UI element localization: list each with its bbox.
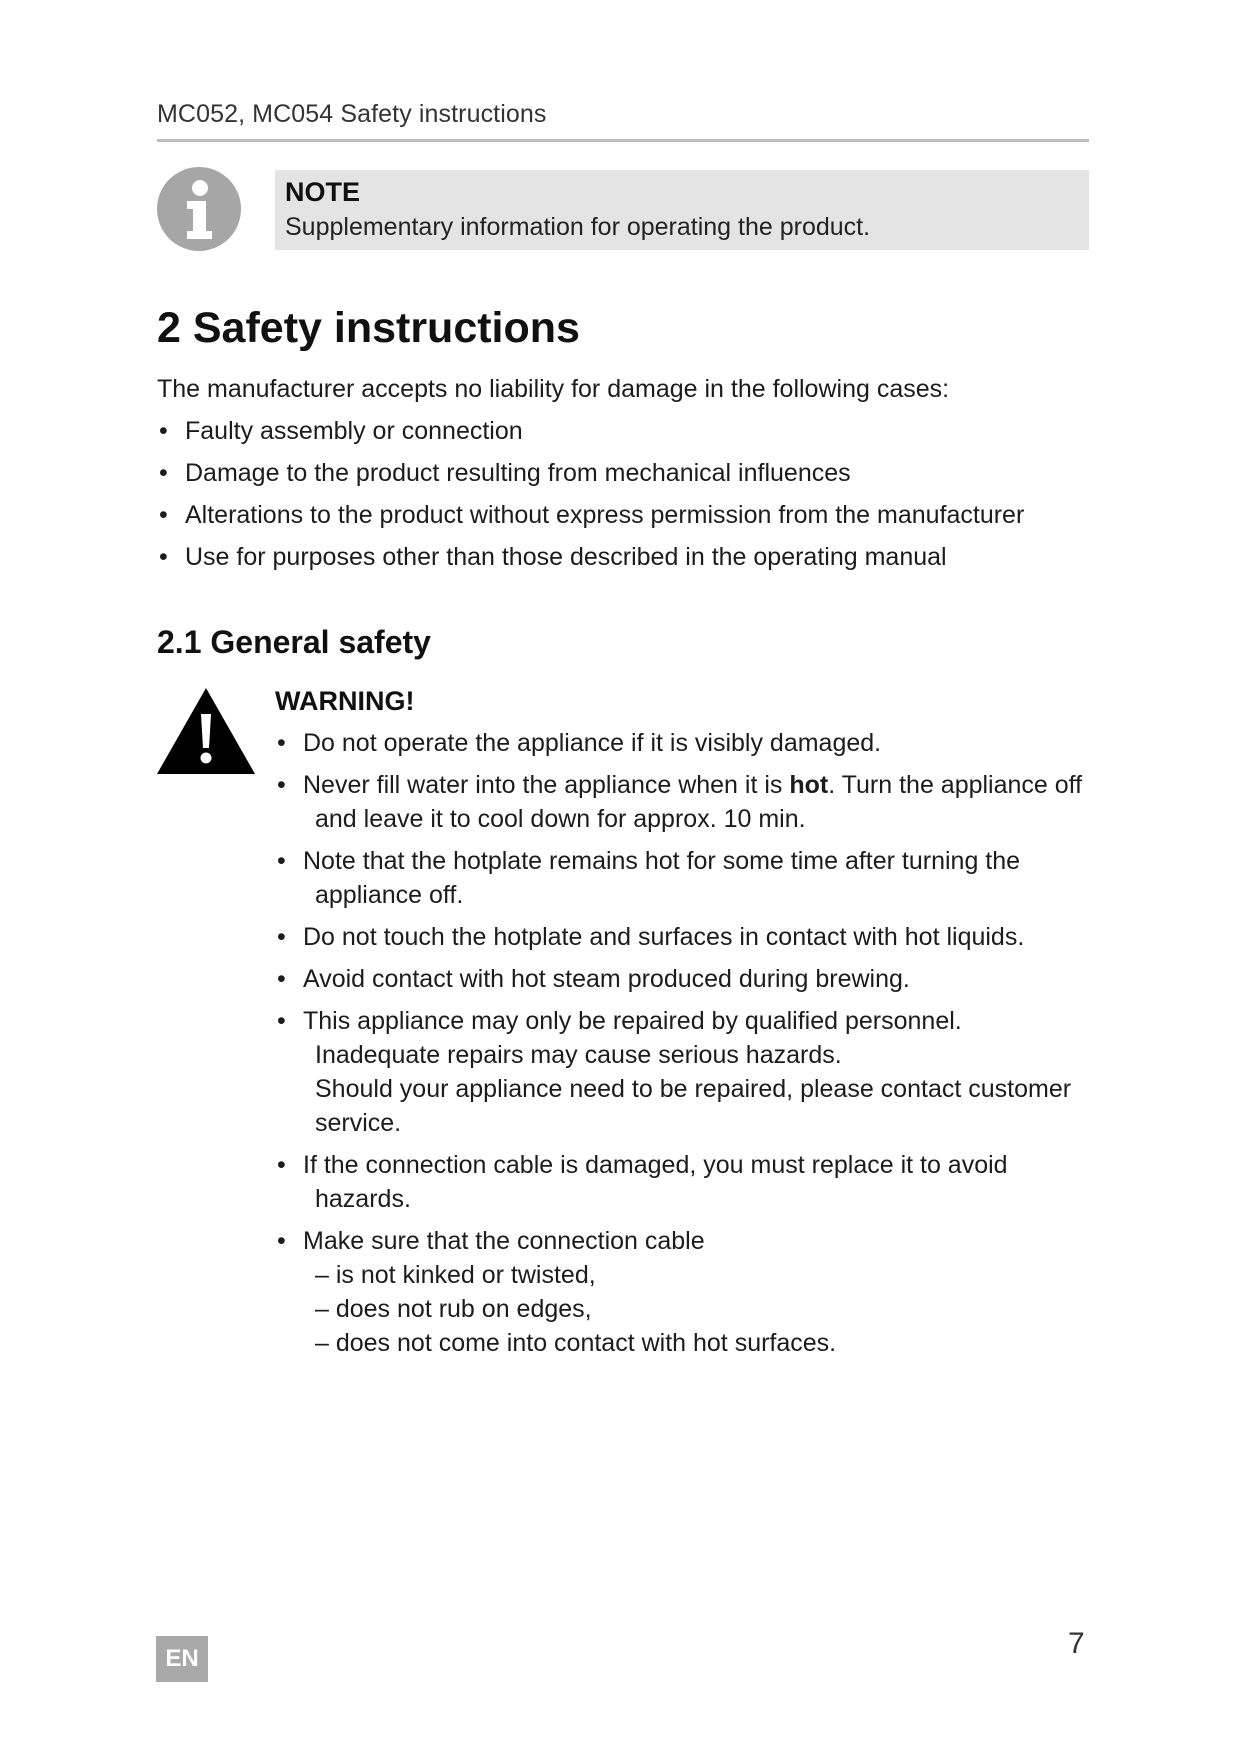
header-divider xyxy=(157,139,1089,142)
section-heading: 2 Safety instructions xyxy=(157,304,580,352)
list-item xyxy=(275,726,1090,760)
warning-item-text: . Turn the appliance off xyxy=(828,771,1083,799)
list-item xyxy=(275,1148,1090,1216)
warning-sub-item: – does not come into contact with hot surfaces. xyxy=(315,1329,837,1357)
emphasis-hot: hot xyxy=(789,771,829,799)
note-text: Supplementary information for operating the product. xyxy=(285,213,871,241)
warning-item-text: Avoid contact with hot steam produced during brewing. xyxy=(303,965,910,993)
warning-sub-item: – does not rub on edges, xyxy=(315,1295,592,1323)
list-item: • Damage to the product resulting from mechanical influences xyxy=(157,456,1087,490)
warning-item-text: This appliance may only be repaired by qualified personnel. xyxy=(303,1007,962,1035)
warning-sub-item: – is not kinked or twisted, xyxy=(315,1261,596,1289)
warning-item-continuation: appliance off. xyxy=(315,881,464,909)
warning-list xyxy=(275,726,1090,1368)
warning-item-text: If the connection cable is damaged, you must replace it to avoid xyxy=(303,1151,1008,1179)
warning-item-text: Do not operate the appliance if it is visibly damaged. xyxy=(303,729,882,757)
liability-intro: The manufacturer accepts no liability for damage in the following cases: xyxy=(157,375,950,403)
list-item xyxy=(275,962,1090,996)
warning-item-continuation: Should your appliance need to be repaired, please contact customer xyxy=(315,1075,1072,1103)
page-number: 7 xyxy=(1068,1627,1085,1660)
warning-item-text: Make sure that the connection cable xyxy=(303,1227,705,1255)
note-title: NOTE xyxy=(285,177,361,207)
list-item xyxy=(275,1224,1090,1360)
list-item: • Use for purposes other than those described in the operating manual xyxy=(157,540,1087,574)
list-item xyxy=(275,920,1090,954)
liability-list xyxy=(157,414,1087,582)
info-icon xyxy=(157,167,241,251)
running-header: MC052, MC054 Safety instructions xyxy=(157,100,547,128)
language-badge: EN xyxy=(156,1636,208,1682)
list-item: • Alterations to the product without express permission from the manufacturer xyxy=(157,498,1087,532)
note-box xyxy=(275,170,1089,250)
warning-item-continuation: hazards. xyxy=(315,1185,411,1213)
warning-item-continuation: Inadequate repairs may cause serious hazards. xyxy=(315,1041,842,1069)
warning-item-continuation: service. xyxy=(315,1109,402,1137)
warning-item-text: Do not touch the hotplate and surfaces in contact with hot liquids. xyxy=(303,923,1025,951)
warning-title: WARNING! xyxy=(275,686,415,716)
warning-item-continuation: and leave it to cool down for approx. 10 min. xyxy=(315,805,806,833)
warning-triangle-icon xyxy=(157,688,255,774)
warning-item-text: Never fill water into the appliance when it is xyxy=(303,771,790,799)
subsection-heading: 2.1 General safety xyxy=(157,624,431,660)
list-item xyxy=(275,1004,1090,1140)
list-item: • Faulty assembly or connection xyxy=(157,414,1087,448)
list-item xyxy=(275,844,1090,912)
list-item xyxy=(275,768,1090,836)
warning-item-text: Note that the hotplate remains hot for some time after turning the xyxy=(303,847,1021,875)
